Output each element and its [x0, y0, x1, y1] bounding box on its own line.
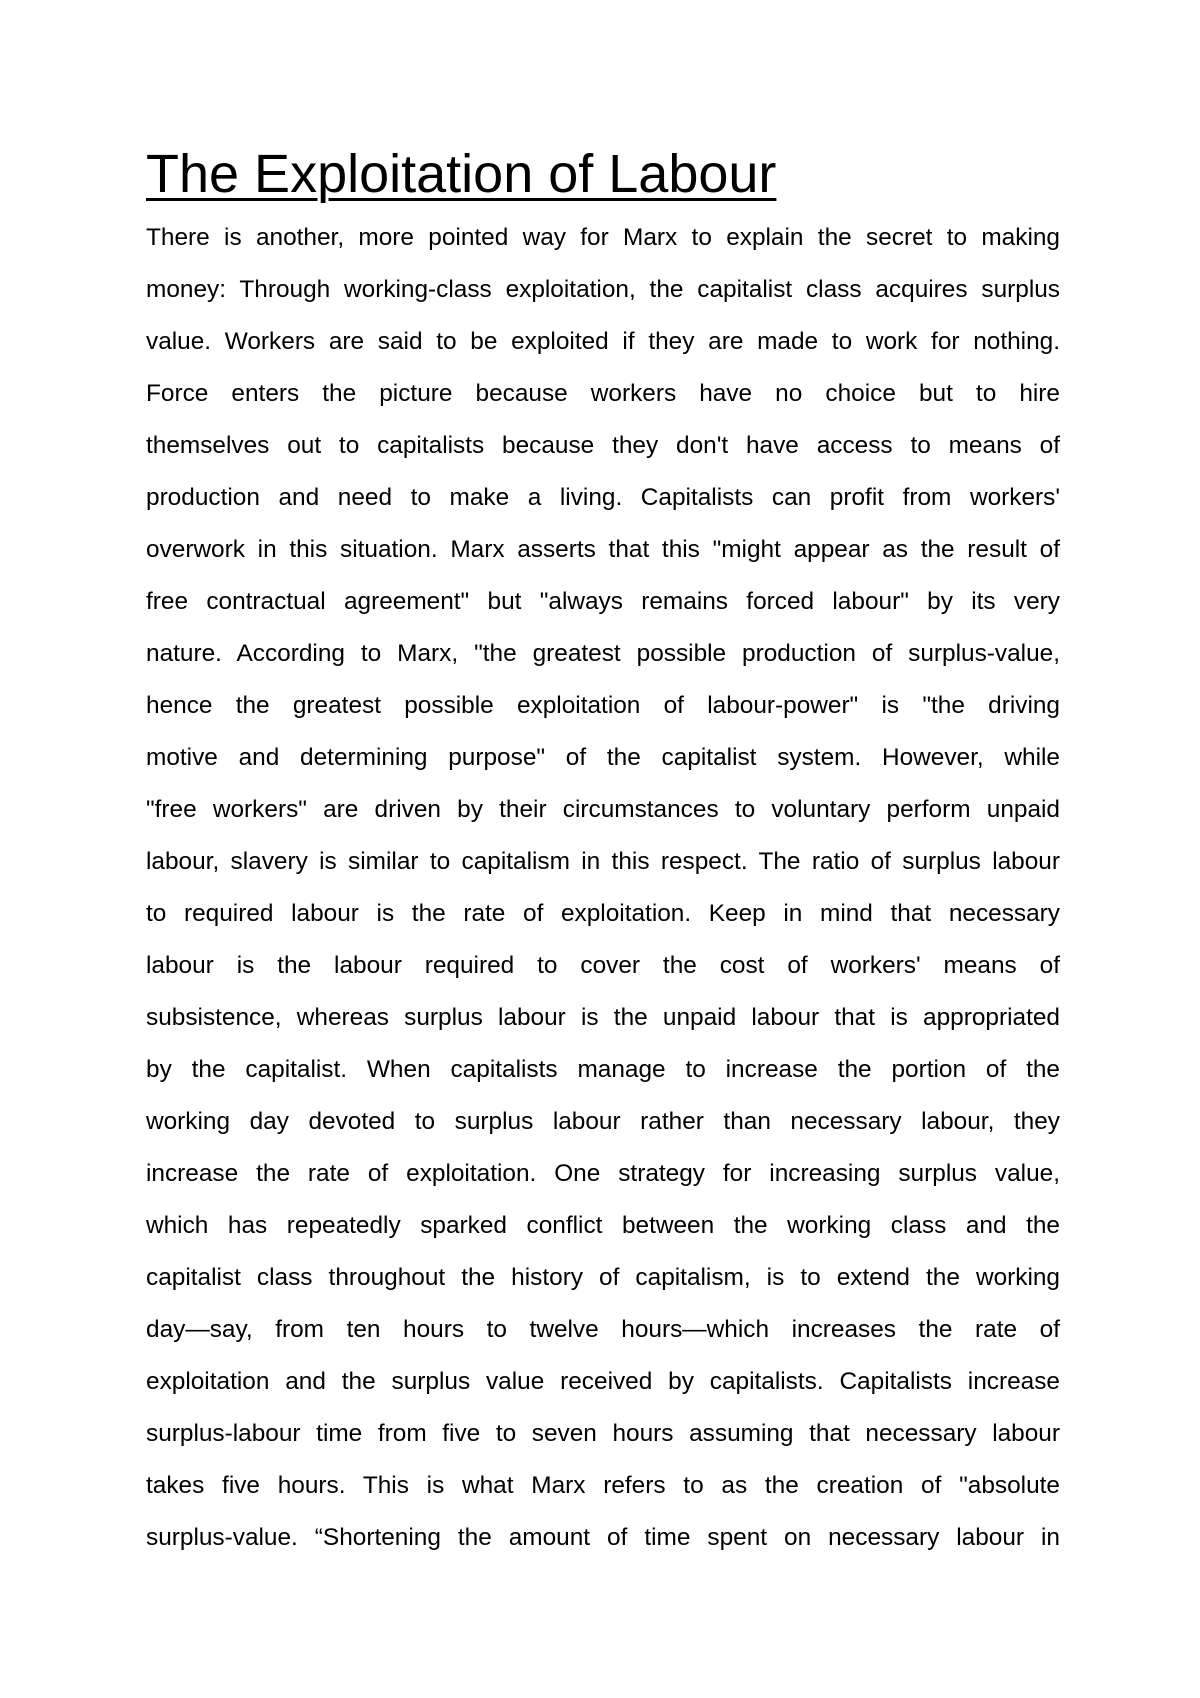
body-line: surplus-value. “Shortening the amount of time spent on necessary labour in	[146, 1524, 1060, 1551]
body-line: Force enters the picture because workers have no choice but to hire	[146, 380, 1060, 407]
body-line: "free workers" are driven by their circumstances to voluntary perform unpaid	[146, 796, 1060, 823]
body-line: hence the greatest possible exploitation of labour-power" is "the driving	[146, 692, 1060, 719]
body-line: money: Through working-class exploitation, the capitalist class acquires surplus	[146, 276, 1060, 303]
body-line: value. Workers are said to be exploited if they are made to work for nothing.	[146, 328, 1060, 355]
body-line: labour is the labour required to cover the cost of workers' means of	[146, 952, 1060, 979]
document-title: The Exploitation of Labour	[146, 144, 777, 204]
body-line: capitalist class throughout the history of capitalism, is to extend the working	[146, 1264, 1060, 1291]
body-line: overwork in this situation. Marx asserts that this "might appear as the result of	[146, 536, 1060, 563]
body-line: free contractual agreement" but "always remains forced labour" by its very	[146, 588, 1060, 615]
body-line: increase the rate of exploitation. One strategy for increasing surplus value,	[146, 1160, 1060, 1187]
body-line: motive and determining purpose" of the capitalist system. However, while	[146, 744, 1060, 771]
body-line: exploitation and the surplus value received by capitalists. Capitalists increase	[146, 1368, 1060, 1395]
body-line: surplus-labour time from five to seven hours assuming that necessary labour	[146, 1420, 1060, 1447]
body-line: production and need to make a living. Capitalists can profit from workers'	[146, 484, 1060, 511]
body-line: to required labour is the rate of exploitation. Keep in mind that necessary	[146, 900, 1060, 927]
body-line: subsistence, whereas surplus labour is the unpaid labour that is appropriated	[146, 1004, 1060, 1031]
body-line: themselves out to capitalists because they don't have access to means of	[146, 432, 1060, 459]
body-line: working day devoted to surplus labour rather than necessary labour, they	[146, 1108, 1060, 1135]
body-line: by the capitalist. When capitalists manage to increase the portion of the	[146, 1056, 1060, 1083]
document-body	[146, 212, 1060, 1564]
body-line: which has repeatedly sparked conflict between the working class and the	[146, 1212, 1060, 1239]
body-line: labour, slavery is similar to capitalism in this respect. The ratio of surplus labour	[146, 848, 1060, 875]
body-line: takes five hours. This is what Marx refers to as the creation of "absolute	[146, 1472, 1060, 1499]
body-line: nature. According to Marx, "the greatest possible production of surplus-value,	[146, 640, 1060, 667]
body-line: day—say, from ten hours to twelve hours—which increases the rate of	[146, 1316, 1060, 1343]
body-line: There is another, more pointed way for Marx to explain the secret to making	[146, 224, 1060, 251]
